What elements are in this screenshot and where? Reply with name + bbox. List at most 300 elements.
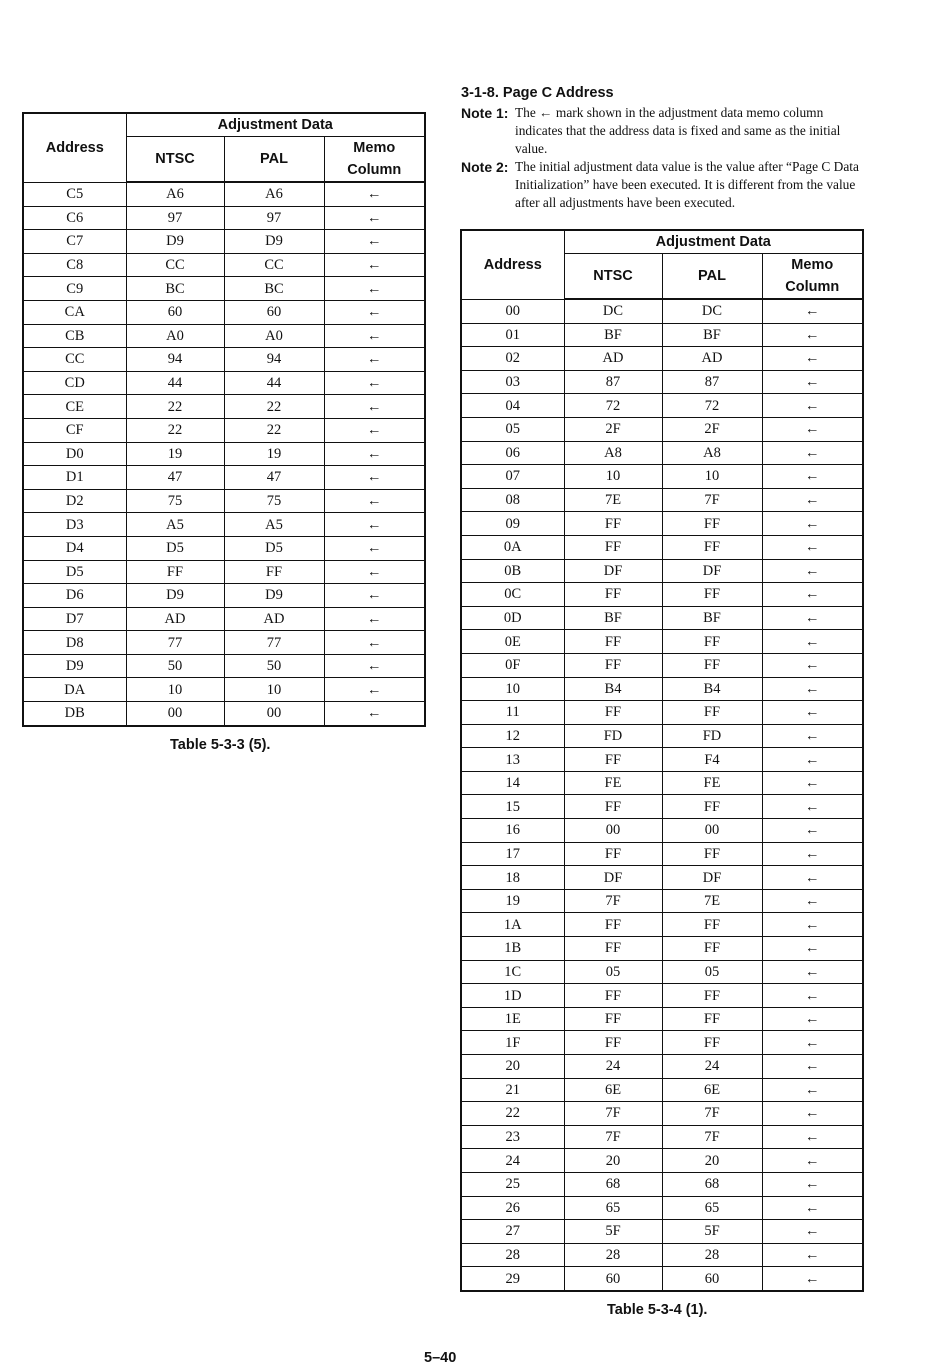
pal-cell: 7F xyxy=(662,1125,762,1149)
memo-cell: ← xyxy=(324,206,425,230)
ntsc-cell: FF xyxy=(564,795,662,819)
memo-cell: ← xyxy=(762,1055,863,1079)
pal-cell: BC xyxy=(224,277,324,301)
table-row xyxy=(23,182,425,206)
memo-cell: ← xyxy=(762,913,863,937)
table-row xyxy=(461,1243,863,1267)
ntsc-cell: 87 xyxy=(564,370,662,394)
address-cell: 16 xyxy=(461,819,564,843)
header-adjustment-data: Adjustment Data xyxy=(126,113,425,137)
address-cell: 1A xyxy=(461,913,564,937)
memo-cell: ← xyxy=(324,584,425,608)
ntsc-cell: 28 xyxy=(564,1243,662,1267)
memo-cell: ← xyxy=(762,512,863,536)
pal-cell: D5 xyxy=(224,536,324,560)
ntsc-cell: FF xyxy=(564,984,662,1008)
ntsc-cell: DF xyxy=(564,866,662,890)
table-row xyxy=(461,795,863,819)
memo-cell: ← xyxy=(324,466,425,490)
ntsc-cell: 24 xyxy=(564,1055,662,1079)
address-cell: CD xyxy=(23,371,126,395)
table-row xyxy=(461,748,863,772)
memo-cell: ← xyxy=(762,1031,863,1055)
ntsc-cell: 10 xyxy=(126,678,224,702)
address-cell: C9 xyxy=(23,277,126,301)
table-row xyxy=(461,1078,863,1102)
pal-cell: 47 xyxy=(224,466,324,490)
table-row xyxy=(461,465,863,489)
address-cell: 27 xyxy=(461,1220,564,1244)
ntsc-cell: 94 xyxy=(126,348,224,372)
table-row xyxy=(461,630,863,654)
address-cell: 17 xyxy=(461,842,564,866)
memo-cell: ← xyxy=(324,702,425,726)
table-row xyxy=(461,559,863,583)
ntsc-cell: FF xyxy=(564,748,662,772)
ntsc-cell: FF xyxy=(564,583,662,607)
address-cell: 0E xyxy=(461,630,564,654)
table-row xyxy=(23,277,425,301)
table-row xyxy=(23,253,425,277)
table-row xyxy=(461,370,863,394)
table-row xyxy=(461,394,863,418)
table-row xyxy=(23,584,425,608)
address-cell: 23 xyxy=(461,1125,564,1149)
pal-cell: 7F xyxy=(662,1102,762,1126)
address-cell: 1C xyxy=(461,960,564,984)
table-row xyxy=(23,702,425,726)
address-cell: 15 xyxy=(461,795,564,819)
memo-cell: ← xyxy=(762,677,863,701)
pal-cell: 05 xyxy=(662,960,762,984)
table-row xyxy=(23,395,425,419)
memo-cell: ← xyxy=(324,513,425,537)
ntsc-cell: FF xyxy=(564,937,662,961)
pal-cell: CC xyxy=(224,253,324,277)
address-cell: 25 xyxy=(461,1172,564,1196)
header-memo-line1: Memo xyxy=(353,140,396,156)
page-number: 5–40 xyxy=(424,1350,457,1366)
table-row xyxy=(461,606,863,630)
pal-cell: 60 xyxy=(224,300,324,324)
table-row xyxy=(23,206,425,230)
ntsc-cell: 7F xyxy=(564,1102,662,1126)
memo-cell: ← xyxy=(324,418,425,442)
ntsc-cell: CC xyxy=(126,253,224,277)
memo-cell: ← xyxy=(324,300,425,324)
memo-cell: ← xyxy=(762,1196,863,1220)
ntsc-cell: 44 xyxy=(126,371,224,395)
memo-cell: ← xyxy=(762,488,863,512)
pal-cell: 72 xyxy=(662,394,762,418)
pal-cell: 22 xyxy=(224,395,324,419)
memo-cell: ← xyxy=(324,678,425,702)
table-row xyxy=(461,1267,863,1291)
memo-cell: ← xyxy=(762,1267,863,1291)
memo-cell: ← xyxy=(762,984,863,1008)
table-row xyxy=(23,536,425,560)
table-row xyxy=(23,489,425,513)
pal-cell: FF xyxy=(662,937,762,961)
ntsc-cell: D9 xyxy=(126,230,224,254)
pal-cell: 65 xyxy=(662,1196,762,1220)
address-cell: 02 xyxy=(461,347,564,371)
address-cell: 09 xyxy=(461,512,564,536)
header-pal: PAL xyxy=(224,137,324,183)
address-cell: C8 xyxy=(23,253,126,277)
address-cell: CF xyxy=(23,418,126,442)
ntsc-cell: 6E xyxy=(564,1078,662,1102)
memo-cell: ← xyxy=(324,536,425,560)
pal-cell: 00 xyxy=(224,702,324,726)
table-row xyxy=(461,1055,863,1079)
pal-cell: FF xyxy=(224,560,324,584)
pal-cell: FF xyxy=(662,701,762,725)
ntsc-cell: FF xyxy=(564,535,662,559)
memo-cell: ← xyxy=(324,489,425,513)
ntsc-cell: 7E xyxy=(564,488,662,512)
memo-cell: ← xyxy=(762,1078,863,1102)
address-cell: 0D xyxy=(461,606,564,630)
left-table-body xyxy=(23,182,425,726)
header-memo-line2: Column xyxy=(347,162,402,178)
ntsc-cell: FF xyxy=(564,1007,662,1031)
address-cell: 0A xyxy=(461,535,564,559)
ntsc-cell: 2F xyxy=(564,417,662,441)
table-row xyxy=(23,513,425,537)
header-memo-line2: Column xyxy=(785,279,840,295)
ntsc-cell: AD xyxy=(564,347,662,371)
ntsc-cell: 5F xyxy=(564,1220,662,1244)
memo-cell: ← xyxy=(762,559,863,583)
table-row xyxy=(23,466,425,490)
address-cell: 0C xyxy=(461,583,564,607)
pal-cell: FF xyxy=(662,583,762,607)
address-cell: 06 xyxy=(461,441,564,465)
memo-cell: ← xyxy=(762,937,863,961)
header-memo-column xyxy=(324,137,425,183)
address-cell: C7 xyxy=(23,230,126,254)
pal-cell: 7F xyxy=(662,488,762,512)
ntsc-cell: AD xyxy=(126,607,224,631)
ntsc-cell: 10 xyxy=(564,465,662,489)
address-cell: 1F xyxy=(461,1031,564,1055)
pal-cell: 20 xyxy=(662,1149,762,1173)
memo-cell: ← xyxy=(324,631,425,655)
memo-cell: ← xyxy=(762,535,863,559)
header-address: Address xyxy=(23,113,126,182)
pal-cell: B4 xyxy=(662,677,762,701)
memo-cell: ← xyxy=(762,606,863,630)
table-row xyxy=(461,866,863,890)
memo-cell: ← xyxy=(324,371,425,395)
memo-cell: ← xyxy=(324,348,425,372)
address-cell: 20 xyxy=(461,1055,564,1079)
table-row xyxy=(461,701,863,725)
memo-cell: ← xyxy=(762,889,863,913)
table-row xyxy=(461,960,863,984)
memo-cell: ← xyxy=(762,417,863,441)
ntsc-cell: FE xyxy=(564,771,662,795)
ntsc-cell: 68 xyxy=(564,1172,662,1196)
ntsc-cell: BF xyxy=(564,323,662,347)
note-1 xyxy=(461,104,863,158)
note-2 xyxy=(461,158,863,212)
header-memo-column xyxy=(762,254,863,300)
pal-cell: 7E xyxy=(662,889,762,913)
pal-cell: FF xyxy=(662,1031,762,1055)
table-row xyxy=(461,535,863,559)
address-cell: C6 xyxy=(23,206,126,230)
address-cell: DB xyxy=(23,702,126,726)
address-cell: D2 xyxy=(23,489,126,513)
memo-cell: ← xyxy=(762,653,863,677)
table-row xyxy=(461,512,863,536)
memo-cell: ← xyxy=(762,724,863,748)
ntsc-cell: 60 xyxy=(126,300,224,324)
memo-cell: ← xyxy=(762,630,863,654)
ntsc-cell: A6 xyxy=(126,182,224,206)
ntsc-cell: D5 xyxy=(126,536,224,560)
note-1-label: Note 1: xyxy=(461,105,509,121)
note-2-text: The initial adjustment data value is the value after “Page C Data Initialization” have been executed. It is different from the value after all adjustments have been executed. xyxy=(515,159,859,210)
table-row xyxy=(461,889,863,913)
address-cell: 1D xyxy=(461,984,564,1008)
table-row xyxy=(23,560,425,584)
memo-cell: ← xyxy=(762,1172,863,1196)
ntsc-cell: 22 xyxy=(126,418,224,442)
adjustment-table-5-3-3-5 xyxy=(22,112,426,727)
table-row xyxy=(461,913,863,937)
ntsc-cell: BC xyxy=(126,277,224,301)
address-cell: 26 xyxy=(461,1196,564,1220)
address-cell: D7 xyxy=(23,607,126,631)
note-2-label: Note 2: xyxy=(461,159,509,175)
address-cell: 01 xyxy=(461,323,564,347)
address-cell: D3 xyxy=(23,513,126,537)
pal-cell: 44 xyxy=(224,371,324,395)
ntsc-cell: 20 xyxy=(564,1149,662,1173)
table-row xyxy=(23,230,425,254)
ntsc-cell: 77 xyxy=(126,631,224,655)
pal-cell: 2F xyxy=(662,417,762,441)
table-row xyxy=(461,1007,863,1031)
address-cell: D8 xyxy=(23,631,126,655)
ntsc-cell: A5 xyxy=(126,513,224,537)
ntsc-cell: 75 xyxy=(126,489,224,513)
ntsc-cell: 60 xyxy=(564,1267,662,1291)
address-cell: 1E xyxy=(461,1007,564,1031)
pal-cell: FD xyxy=(662,724,762,748)
memo-cell: ← xyxy=(762,842,863,866)
memo-cell: ← xyxy=(324,324,425,348)
pal-cell: 60 xyxy=(662,1267,762,1291)
pal-cell: 68 xyxy=(662,1172,762,1196)
header-memo-line1: Memo xyxy=(791,257,834,273)
ntsc-cell: 65 xyxy=(564,1196,662,1220)
ntsc-cell: DC xyxy=(564,299,662,323)
address-cell: 05 xyxy=(461,417,564,441)
pal-cell: FF xyxy=(662,984,762,1008)
address-cell: 13 xyxy=(461,748,564,772)
pal-cell: 28 xyxy=(662,1243,762,1267)
memo-cell: ← xyxy=(324,253,425,277)
address-cell: 0F xyxy=(461,653,564,677)
table-row xyxy=(461,488,863,512)
table-row xyxy=(23,324,425,348)
memo-cell: ← xyxy=(762,299,863,323)
address-cell: D6 xyxy=(23,584,126,608)
pal-cell: 24 xyxy=(662,1055,762,1079)
table-row xyxy=(461,1196,863,1220)
ntsc-cell: FF xyxy=(564,701,662,725)
address-cell: 24 xyxy=(461,1149,564,1173)
memo-cell: ← xyxy=(762,701,863,725)
memo-cell: ← xyxy=(762,771,863,795)
ntsc-cell: 00 xyxy=(126,702,224,726)
pal-cell: FE xyxy=(662,771,762,795)
memo-cell: ← xyxy=(762,1102,863,1126)
table-row xyxy=(23,371,425,395)
ntsc-cell: FF xyxy=(564,1031,662,1055)
ntsc-cell: 97 xyxy=(126,206,224,230)
table-row xyxy=(23,300,425,324)
memo-cell: ← xyxy=(324,230,425,254)
pal-cell: FF xyxy=(662,535,762,559)
address-cell: 1B xyxy=(461,937,564,961)
pal-cell: 77 xyxy=(224,631,324,655)
ntsc-cell: FF xyxy=(564,842,662,866)
address-cell: D9 xyxy=(23,654,126,678)
header-adjustment-data: Adjustment Data xyxy=(564,230,863,254)
ntsc-cell: A8 xyxy=(564,441,662,465)
pal-cell: D9 xyxy=(224,584,324,608)
memo-cell: ← xyxy=(762,394,863,418)
pal-cell: 22 xyxy=(224,418,324,442)
table-row xyxy=(461,417,863,441)
table-row xyxy=(461,937,863,961)
address-cell: 00 xyxy=(461,299,564,323)
memo-cell: ← xyxy=(762,465,863,489)
address-cell: 19 xyxy=(461,889,564,913)
memo-cell: ← xyxy=(762,795,863,819)
table-row xyxy=(23,607,425,631)
memo-cell: ← xyxy=(762,748,863,772)
address-cell: CA xyxy=(23,300,126,324)
pal-cell: AD xyxy=(662,347,762,371)
ntsc-cell: 22 xyxy=(126,395,224,419)
ntsc-cell: 72 xyxy=(564,394,662,418)
address-cell: 11 xyxy=(461,701,564,725)
pal-cell: 19 xyxy=(224,442,324,466)
table-row xyxy=(461,441,863,465)
pal-cell: 50 xyxy=(224,654,324,678)
pal-cell: FF xyxy=(662,795,762,819)
right-table-body xyxy=(461,299,863,1291)
ntsc-cell: FF xyxy=(126,560,224,584)
memo-cell: ← xyxy=(762,1220,863,1244)
pal-cell: DC xyxy=(662,299,762,323)
memo-cell: ← xyxy=(762,1007,863,1031)
ntsc-cell: DF xyxy=(564,559,662,583)
pal-cell: AD xyxy=(224,607,324,631)
pal-cell: F4 xyxy=(662,748,762,772)
address-cell: C5 xyxy=(23,182,126,206)
memo-cell: ← xyxy=(762,960,863,984)
pal-cell: FF xyxy=(662,1007,762,1031)
memo-cell: ← xyxy=(762,819,863,843)
memo-cell: ← xyxy=(762,323,863,347)
memo-cell: ← xyxy=(762,866,863,890)
table-row xyxy=(461,771,863,795)
memo-cell: ← xyxy=(762,441,863,465)
memo-cell: ← xyxy=(762,1149,863,1173)
pal-cell: BF xyxy=(662,606,762,630)
ntsc-cell: B4 xyxy=(564,677,662,701)
address-cell: 28 xyxy=(461,1243,564,1267)
ntsc-cell: BF xyxy=(564,606,662,630)
table-row xyxy=(23,631,425,655)
ntsc-cell: FF xyxy=(564,653,662,677)
table-row xyxy=(461,323,863,347)
header-ntsc: NTSC xyxy=(564,254,662,300)
address-cell: 0B xyxy=(461,559,564,583)
ntsc-cell: 50 xyxy=(126,654,224,678)
pal-cell: 87 xyxy=(662,370,762,394)
address-cell: 10 xyxy=(461,677,564,701)
table-row xyxy=(461,842,863,866)
note-1-text: The ← mark shown in the adjustment data memo column indicates that the address data is fixed and same as the initial value. xyxy=(515,105,841,156)
pal-cell: 6E xyxy=(662,1078,762,1102)
table-caption-right: Table 5-3-4 (1). xyxy=(607,1302,708,1318)
address-cell: D4 xyxy=(23,536,126,560)
address-cell: 08 xyxy=(461,488,564,512)
table-row xyxy=(461,819,863,843)
table-row xyxy=(461,653,863,677)
table-row xyxy=(461,984,863,1008)
ntsc-cell: 19 xyxy=(126,442,224,466)
address-cell: 29 xyxy=(461,1267,564,1291)
pal-cell: 75 xyxy=(224,489,324,513)
pal-cell: FF xyxy=(662,630,762,654)
table-row xyxy=(461,677,863,701)
memo-cell: ← xyxy=(324,442,425,466)
table-row xyxy=(23,678,425,702)
table-row xyxy=(23,654,425,678)
memo-cell: ← xyxy=(324,654,425,678)
table-row xyxy=(461,724,863,748)
ntsc-cell: FF xyxy=(564,512,662,536)
address-cell: 22 xyxy=(461,1102,564,1126)
address-cell: 12 xyxy=(461,724,564,748)
address-cell: 04 xyxy=(461,394,564,418)
memo-cell: ← xyxy=(762,347,863,371)
address-cell: CE xyxy=(23,395,126,419)
ntsc-cell: 47 xyxy=(126,466,224,490)
ntsc-cell: FF xyxy=(564,630,662,654)
table-row xyxy=(461,299,863,323)
ntsc-cell: FD xyxy=(564,724,662,748)
pal-cell: FF xyxy=(662,842,762,866)
table-row xyxy=(461,1220,863,1244)
address-cell: 07 xyxy=(461,465,564,489)
ntsc-cell: 00 xyxy=(564,819,662,843)
pal-cell: FF xyxy=(662,512,762,536)
address-cell: D0 xyxy=(23,442,126,466)
address-cell: D1 xyxy=(23,466,126,490)
table-row xyxy=(23,418,425,442)
memo-cell: ← xyxy=(762,370,863,394)
